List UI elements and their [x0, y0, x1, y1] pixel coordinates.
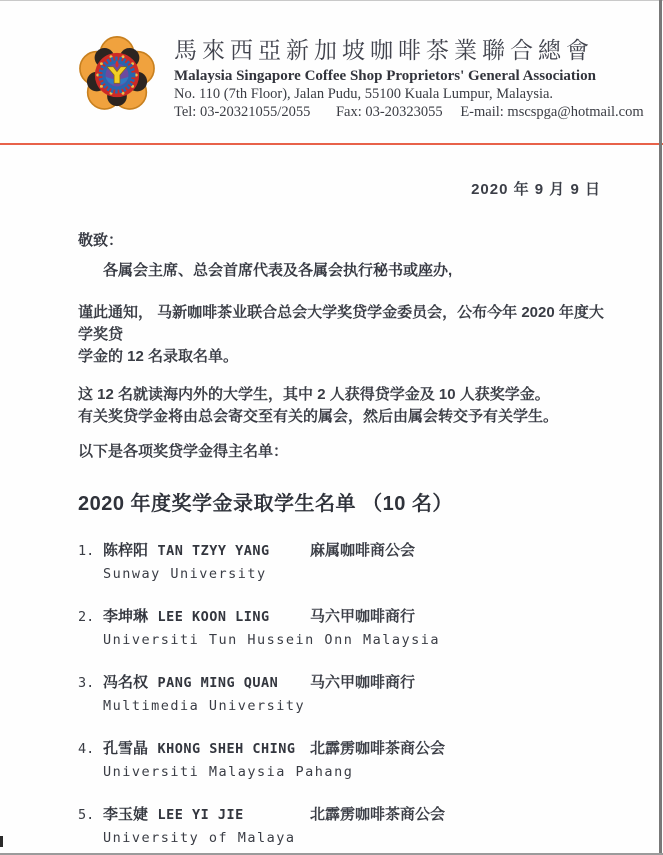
paragraph-line: 这 12 名就读海内外的大学生，其中 2 人获得贷学金及 10 人获奖学金。	[78, 386, 550, 403]
student-association: 麻属咖啡商公会	[310, 542, 416, 559]
student-number: 2.	[78, 609, 95, 625]
student-name-english: LEE KOON LING	[157, 609, 270, 625]
org-tel: Tel: 03-20321055/2055	[174, 104, 311, 120]
paragraph-line: 学金的 12 名录取名单。	[78, 348, 239, 365]
student-name-chinese: 冯名权	[103, 674, 149, 691]
scan-edge-top	[0, 0, 663, 1]
student-item-4	[0, 737, 663, 780]
student-row	[78, 737, 663, 758]
salutation-label: 敬致：	[78, 232, 124, 249]
student-association: 北霹雳咖啡茶商公会	[310, 740, 446, 757]
student-association: 马六甲咖啡商行	[310, 674, 416, 691]
student-university: Sunway University	[103, 566, 267, 582]
org-name-english: Malaysia Singapore Coffee Shop Proprietors' General Association	[174, 68, 596, 84]
student-item-1	[0, 539, 663, 582]
student-item-3	[0, 671, 663, 714]
paragraph-line: 有关奖贷学金将由总会寄交至有关的属会，然后由属会转交予有关学生。	[78, 408, 559, 425]
student-name-chinese: 李玉婕	[103, 806, 149, 823]
student-row	[78, 605, 663, 626]
scan-edge-mark	[0, 836, 3, 847]
letter-date: 2020 年 9 月 9 日	[471, 181, 601, 198]
student-university: Multimedia University	[103, 698, 306, 714]
org-fax: Fax: 03-20323055	[335, 104, 443, 120]
student-name	[103, 539, 310, 560]
student-number: 3.	[78, 675, 95, 691]
student-name-english: TAN TZYY YANG	[157, 543, 270, 559]
student-row	[78, 539, 663, 560]
scholarship-list-heading: 2020 年度奖学金录取学生名单 （10 名）	[78, 493, 453, 515]
salutation-recipients: 各属会主席、总会首席代表及各属会执行秘书或座办,	[103, 262, 453, 279]
student-name-chinese: 李坤琳	[103, 608, 149, 625]
student-item-2	[0, 605, 663, 648]
student-number: 1.	[78, 543, 95, 559]
org-contact-line	[174, 104, 644, 121]
body-paragraph-2	[0, 384, 663, 428]
letterhead-text	[174, 34, 644, 121]
student-number: 4.	[78, 741, 95, 757]
org-address: No. 110 (7th Floor), Jalan Pudu, 55100 Kuala Lumpur, Malaysia.	[174, 86, 554, 102]
student-association: 马六甲咖啡商行	[310, 608, 416, 625]
letterhead-divider	[0, 143, 663, 145]
list-intro: 以下是各项奖贷学金得主名单：	[78, 443, 289, 460]
student-name	[103, 671, 310, 692]
association-emblem-logo	[73, 34, 161, 116]
student-name	[103, 803, 310, 824]
student-name-english: LEE YI JIE	[157, 807, 244, 823]
org-email: E-mail: mscspga@hotmail.com	[460, 104, 644, 120]
student-university: Universiti Tun Hussein Onn Malaysia	[103, 632, 440, 648]
student-name	[103, 737, 310, 758]
student-university: Universiti Malaysia Pahang	[103, 764, 354, 780]
student-number: 5.	[78, 807, 95, 823]
body-paragraph-1	[0, 302, 663, 368]
student-name-chinese: 陈梓阳	[103, 542, 149, 559]
paragraph-line: 谨此通知， 马新咖啡茶业联合总会大学奖贷学金委员会，公布今年 2020 年度大学奖贷	[78, 304, 604, 343]
student-association: 北霹雳咖啡茶商公会	[310, 806, 446, 823]
student-row	[78, 803, 663, 824]
org-name-chinese: 馬來西亞新加坡咖啡茶業聯合總會	[174, 38, 594, 64]
student-university: University of Malaya	[103, 830, 296, 846]
scan-edge-right	[659, 0, 662, 855]
student-name	[103, 605, 310, 626]
student-name-chinese: 孔雪晶	[103, 740, 149, 757]
student-item-5	[0, 803, 663, 846]
student-name-english: KHONG SHEH CHING	[157, 741, 296, 757]
student-name-english: PANG MING QUAN	[157, 675, 279, 691]
letterhead	[0, 0, 663, 121]
student-row	[78, 671, 663, 692]
